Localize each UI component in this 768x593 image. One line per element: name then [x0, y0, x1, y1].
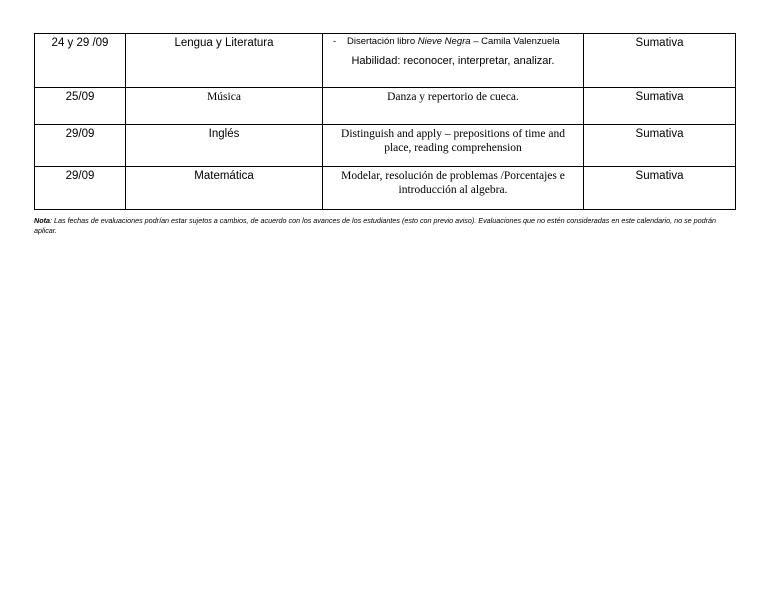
evaluation-calendar-table — [34, 33, 736, 210]
type-cell: Sumativa — [584, 88, 736, 125]
bullet-dash: - — [333, 36, 337, 47]
type-cell: Sumativa — [584, 34, 736, 88]
content-cell: Danza y repertorio de cueca. — [323, 88, 584, 125]
date-cell: 24 y 29 /09 — [35, 34, 126, 88]
content-cell: Modelar, resolución de problemas /Porcentajes e introducción al algebra. — [323, 167, 584, 210]
subject-cell: Música — [126, 88, 323, 125]
footnote — [34, 216, 738, 236]
date-cell: 29/09 — [35, 167, 126, 210]
footnote-label: Nota — [34, 216, 50, 225]
type-cell: Sumativa — [584, 125, 736, 167]
table-row — [35, 125, 736, 167]
table-row — [35, 34, 736, 88]
table-row — [35, 167, 736, 210]
subject-cell: Matemática — [126, 167, 323, 210]
date-cell: 25/09 — [35, 88, 126, 125]
date-cell: 29/09 — [35, 125, 126, 167]
content-line1-pre: Disertación libro — [347, 36, 418, 47]
footnote-text: : Las fechas de evaluaciones podrían estar sujetos a cambios, de acuerdo con los avances de los estudiantes (esto con previo aviso). Evaluaciones que no estén consideradas en este calendario, no se podrán aplicar. — [34, 216, 717, 235]
content-line1-post: – Camila Valenzuela — [470, 36, 560, 47]
content-cell: Distinguish and apply – prepositions of time and place, reading comprehension — [323, 125, 584, 167]
subject-cell: Inglés — [126, 125, 323, 167]
content-bullet-line — [327, 36, 579, 48]
subject-cell: Lengua y Literatura — [126, 34, 323, 88]
book-title: Nieve Negra — [417, 36, 471, 47]
table-row — [35, 88, 736, 125]
skill-line: Habilidad: reconocer, interpretar, analizar. — [351, 55, 555, 67]
content-cell — [323, 34, 584, 88]
type-cell: Sumativa — [584, 167, 736, 210]
